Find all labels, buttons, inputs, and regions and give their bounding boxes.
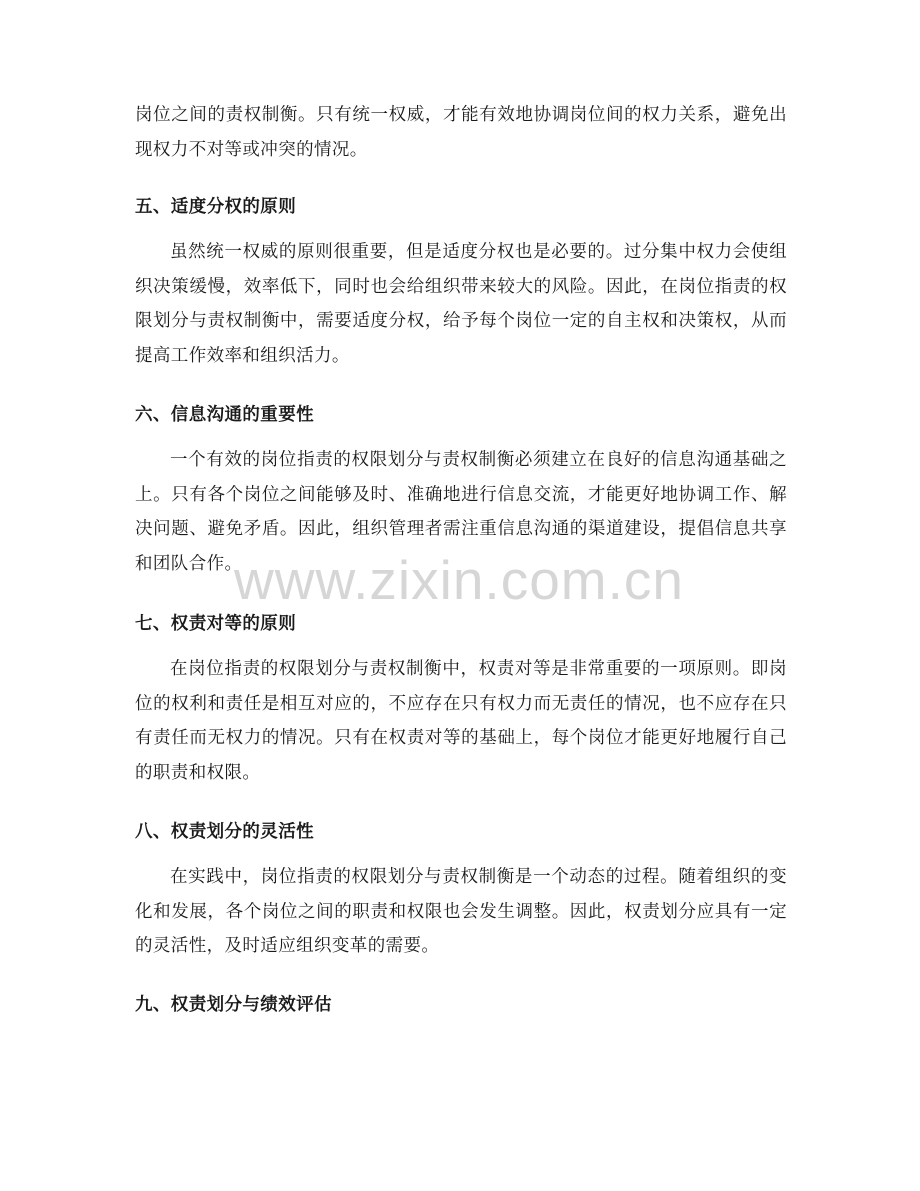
paragraph-section-6: 一个有效的岗位指责的权限划分与责权制衡必须建立在良好的信息沟通基础之上。只有各个岗位之间能够及时、准确地进行信息交流，才能更好地协调工作、解决问题、避免矛盾。因此，组织管理者需注重信息沟通的渠道建设，提倡信息共享和团队合作。	[135, 450, 787, 574]
paragraph-section-5: 虽然统一权威的原则很重要，但是适度分权也是必要的。过分集中权力会使组织决策缓慢，效率低下，同时也会给组织带来较大的风险。因此，在岗位指责的权限划分与责权制衡中，需要适度分权，给予每个岗位一定的自主权和决策权，从而提高工作效率和组织活力。	[135, 242, 787, 366]
heading-section-9: 九、权责划分与绩效评估	[135, 995, 332, 1015]
watermark-text: www.zixin.com.cn	[234, 549, 684, 611]
paragraph-section-7: 在岗位指责的权限划分与责权制衡中，权责对等是非常重要的一项原则。即岗位的权利和责任是相互对应的，不应存在只有权力而无责任的情况，也不应存在只有责任而无权力的情况。只有在权责对等的基础上，每个岗位才能更好地履行自己的职责和权限。	[135, 659, 787, 783]
heading-section-6: 六、信息沟通的重要性	[135, 405, 314, 425]
heading-section-7: 七、权责对等的原则	[135, 614, 297, 634]
heading-section-5: 五、适度分权的原则	[135, 197, 297, 217]
heading-section-8: 八、权责划分的灵活性	[135, 822, 314, 842]
paragraph-intro-continued: 岗位之间的责权制衡。只有统一权威，才能有效地协调岗位间的权力关系，避免出现权力不对等或冲突的情况。	[135, 105, 787, 160]
paragraph-section-8: 在实践中，岗位指责的权限划分与责权制衡是一个动态的过程。随着组织的变化和发展，各个岗位之间的职责和权限也会发生调整。因此，权责划分应具有一定的灵活性，及时适应组织变革的需要。	[135, 867, 787, 957]
